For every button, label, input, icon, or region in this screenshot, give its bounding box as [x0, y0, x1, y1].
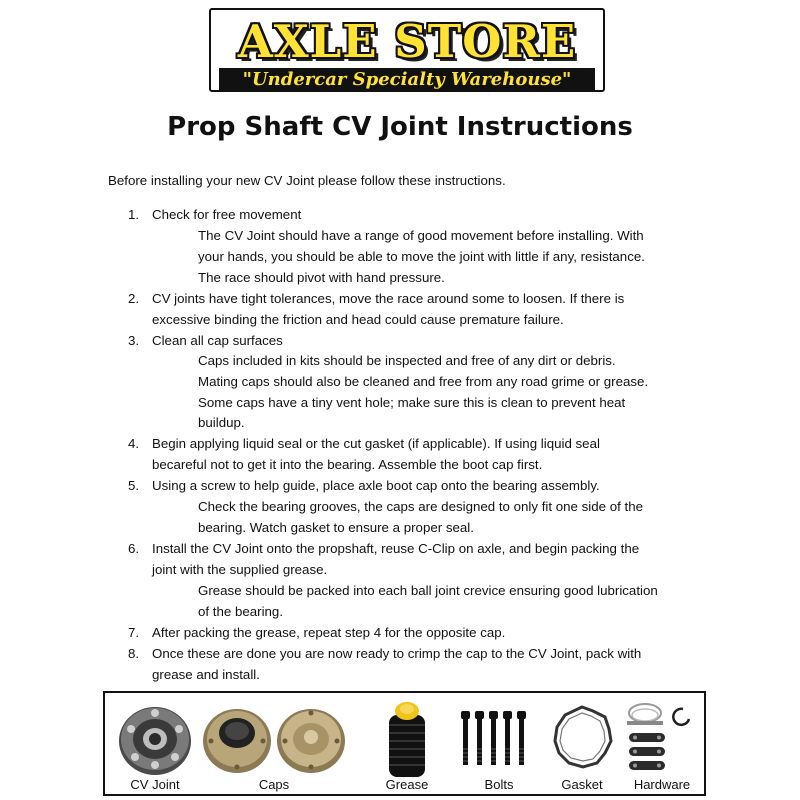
- step-subtext: bearing. Watch gasket to ensure a proper seal.: [198, 520, 474, 535]
- part-grease: [367, 693, 447, 794]
- step-subtext: Check the bearing grooves, the caps are designed to only fit one side of the: [198, 499, 643, 514]
- logo-tagline: "Undercar Specialty Warehouse": [219, 68, 595, 92]
- part-hardware: [619, 693, 705, 794]
- step-text: Using a screw to help guide, place axle boot cap onto the bearing assembly.: [152, 478, 600, 493]
- step-subtext: your hands, you should be able to move the joint with little if any, resistance.: [198, 249, 645, 264]
- page-title: Prop Shaft CV Joint Instructions: [167, 112, 633, 142]
- gasket-image: [547, 699, 617, 779]
- intro-text: Before installing your new CV Joint please follow these instructions.: [108, 173, 506, 188]
- step-text: CV joints have tight tolerances, move the race around some to loosen. If there is: [152, 291, 625, 306]
- step-number: 5.: [128, 478, 140, 493]
- caps-image: [199, 699, 349, 779]
- step-number: 1.: [128, 207, 140, 222]
- part-label: Grease: [385, 777, 429, 792]
- step-subtext: of the bearing.: [198, 604, 284, 619]
- part-gasket: [547, 693, 617, 794]
- logo-title: AXLE STORE: [237, 15, 577, 68]
- step-text: Begin applying liquid seal or the cut gasket (if applicable). If using liquid seal: [152, 436, 600, 451]
- step-subtext: Mating caps should also be cleaned and free from any road grime or grease.: [198, 374, 649, 389]
- step-subtext: buildup.: [198, 415, 245, 430]
- step-text: excessive binding the friction and head could cause premature failure.: [152, 312, 564, 327]
- part-cv-joint: [113, 693, 197, 794]
- step-subtext: Some caps have a tiny vent hole; make sure this is clean to prevent heat: [198, 395, 626, 410]
- step-number: 6.: [128, 541, 140, 556]
- step-subtext: The CV Joint should have a range of good movement before installing. With: [198, 228, 644, 243]
- part-label: Gasket: [561, 777, 603, 792]
- step-text: Install the CV Joint onto the propshaft, reuse C-Clip on axle, and begin packing the: [152, 541, 640, 556]
- step-subtext: The race should pivot with hand pressure.: [198, 270, 445, 285]
- step-text: grease and install.: [152, 667, 260, 682]
- step-text: Once these are done you are now ready to crimp the cap to the CV Joint, pack with: [152, 646, 642, 661]
- step-text: After packing the grease, repeat step 4 for the opposite cap.: [152, 625, 506, 640]
- step-text: Check for free movement: [152, 207, 302, 222]
- grease-tube-image: [367, 699, 447, 779]
- step-number: 8.: [128, 646, 140, 661]
- part-label: CV Joint: [130, 777, 180, 792]
- step-subtext: Grease should be packed into each ball joint crevice ensuring good lubrication: [198, 583, 658, 598]
- bolts-image: [455, 699, 543, 779]
- parts-panel: [103, 691, 706, 796]
- step-text: joint with the supplied grease.: [152, 562, 328, 577]
- part-bolts: [455, 693, 543, 794]
- step-text: Clean all cap surfaces: [152, 333, 283, 348]
- part-label: Caps: [258, 777, 290, 792]
- part-label: Bolts: [484, 777, 514, 792]
- step-number: 4.: [128, 436, 140, 451]
- hardware-image: [619, 699, 705, 779]
- step-number: 3.: [128, 333, 140, 348]
- step-number: 7.: [128, 625, 140, 640]
- part-label: Hardware: [633, 777, 691, 792]
- step-text: becareful not to get it into the bearing. Assemble the boot cap first.: [152, 457, 543, 472]
- part-caps: [199, 693, 349, 794]
- step-subtext: Caps included in kits should be inspected and free of any dirt or debris.: [198, 353, 616, 368]
- cv-joint-image: [113, 699, 197, 779]
- step-number: 2.: [128, 291, 140, 306]
